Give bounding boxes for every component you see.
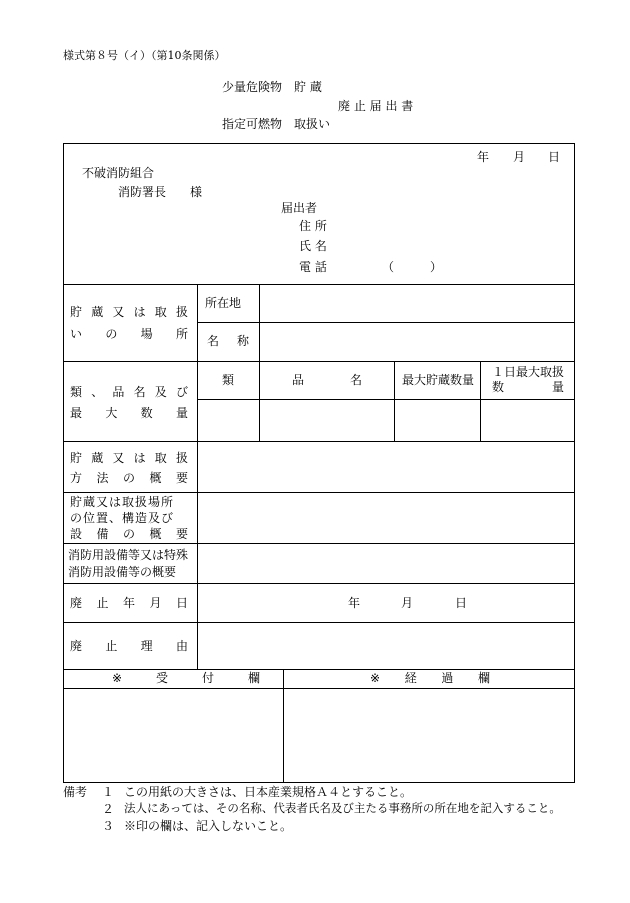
note-3-text: ※印の欄は、記入しないこと。 <box>124 819 293 833</box>
rule <box>63 441 575 442</box>
rule <box>63 688 575 689</box>
rule <box>480 361 481 441</box>
title-handling-line: 指定可燃物 取扱い <box>222 117 331 131</box>
fire-equipment-label-line2: 消防用設備等の概要 <box>68 565 177 579</box>
name-sub-label: 名 称 <box>207 334 249 348</box>
rule <box>63 669 575 670</box>
structure-label-line2: の位置、構造及び <box>70 511 175 525</box>
abolish-month: 月 <box>401 596 414 610</box>
progress-column-header: ※ 経 過 欄 <box>370 671 490 685</box>
note-2-text: 法人にあっては、その名称、代表者氏名及び主たる事務所の所在地を記入すること。 <box>124 801 561 815</box>
rule <box>394 361 395 441</box>
rule <box>283 669 284 783</box>
rule <box>259 284 260 361</box>
col-class: 類 <box>222 373 235 387</box>
category-label-line2: 最 大 数 量 <box>70 406 188 420</box>
title-main: 廃 止 届 出 書 <box>338 99 414 113</box>
notes-heading: 備考 <box>63 785 88 799</box>
addressee-chief: 消防署長 <box>118 185 167 199</box>
rule <box>63 622 575 623</box>
category-label-line1: 類 、 品 名 及 び <box>70 385 188 399</box>
header-month: 月 <box>513 150 526 164</box>
col-max-storage: 最大貯蔵数量 <box>402 373 475 387</box>
rule <box>63 543 575 544</box>
phone-label: 電 話 <box>299 260 327 274</box>
addressee-org: 不破消防組合 <box>82 166 155 180</box>
rule <box>197 322 575 323</box>
note-2-num: ２ <box>102 802 115 816</box>
abolish-day: 日 <box>455 596 468 610</box>
address-label: 住 所 <box>299 219 327 233</box>
col-item: 品 名 <box>292 373 362 387</box>
header-day: 日 <box>548 150 561 164</box>
rule <box>63 583 575 584</box>
form-number: 様式第８号（イ）（第10条関係） <box>63 49 226 62</box>
structure-label-line1: 貯蔵又は取扱場所 <box>70 495 175 509</box>
name-label: 氏 名 <box>299 239 327 253</box>
place-label-line1: 貯 蔵 又 は 取 扱 <box>70 305 188 319</box>
note-3-num: ３ <box>102 819 115 833</box>
abolish-reason-label: 廃 止 理 由 <box>70 639 188 653</box>
reception-column-header: ※ 受 付 欄 <box>112 671 260 685</box>
rule <box>63 284 575 285</box>
rule <box>259 361 260 441</box>
rule <box>63 361 575 362</box>
header-year: 年 <box>477 150 490 164</box>
method-label-line1: 貯 蔵 又 は 取 扱 <box>70 451 188 465</box>
location-label: 所在地 <box>205 296 242 310</box>
rule <box>63 492 575 493</box>
rule <box>197 399 575 400</box>
col-daily-max-line1: １日最大取扱 <box>492 365 565 379</box>
abolish-year: 年 <box>348 596 361 610</box>
note-1-num: １ <box>102 785 115 799</box>
method-label-line2: 方 法 の 概 要 <box>70 471 188 485</box>
note-1-text: この用紙の大きさは、日本産業規格Ａ４とすること。 <box>124 785 413 799</box>
phone-parens: （ ） <box>382 260 443 274</box>
col-daily-max-line2: 数 量 <box>492 380 564 394</box>
fire-equipment-label-line1: 消防用設備等又は特殊 <box>68 548 189 562</box>
place-label-line2: い の 場 所 <box>70 327 188 341</box>
notifier-label: 届出者 <box>281 201 318 215</box>
addressee-honorific: 様 <box>190 185 203 199</box>
title-storage-line: 少量危険物 貯 蔵 <box>222 80 322 94</box>
structure-label-line3: 設 備 の 概 要 <box>70 527 188 541</box>
rule <box>197 284 198 669</box>
abolish-date-label: 廃 止 年 月 日 <box>70 596 188 610</box>
